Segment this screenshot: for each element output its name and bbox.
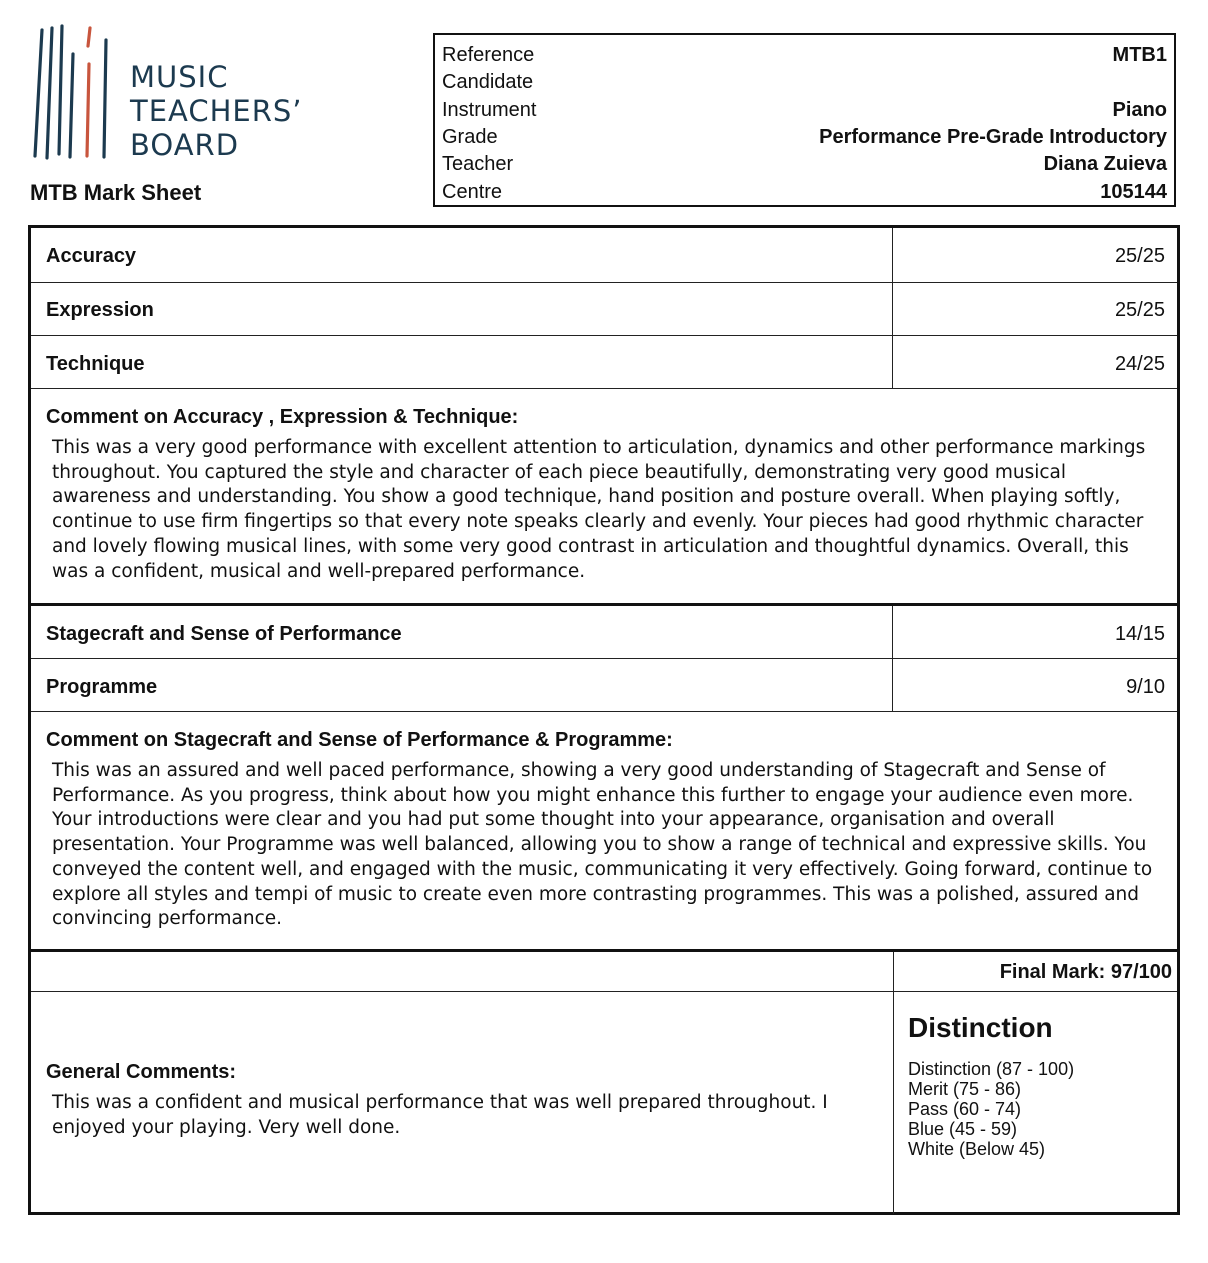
mark-row-programme bbox=[31, 659, 1177, 712]
comment-line: This was an assured and well paced performance, showing a very good understanding of Stagecraft and Sense of bbox=[52, 760, 1106, 781]
comment-line: This was a very good performance with excellent attention to articulation, dynamics and other performance markings bbox=[52, 437, 1146, 458]
logo-wordmark bbox=[130, 60, 303, 162]
comment-line: This was a confident and musical performance that was well prepared throughout. I bbox=[52, 1092, 828, 1113]
info-value: Performance Pre-Grade Introductory bbox=[819, 126, 1167, 149]
comment-line: presentation. Your Programme was well balanced, allowing you to show a range of technical and expressive skills. You bbox=[52, 834, 1147, 856]
mark-label: Expression bbox=[46, 299, 154, 321]
column-divider bbox=[893, 992, 894, 1214]
info-label: Instrument bbox=[442, 98, 537, 121]
logo-line-teachers: TEACHERS’ bbox=[130, 94, 303, 128]
logo-line-music: MUSIC bbox=[130, 60, 229, 94]
info-label: Candidate bbox=[442, 71, 534, 94]
candidate-info-box bbox=[433, 33, 1176, 207]
column-divider bbox=[892, 228, 893, 282]
mark-score: 14/15 bbox=[1114, 623, 1165, 645]
comment-line: conveyed the content well, and engaged with the music, communicating it very effectively. Going forward, continue to bbox=[52, 858, 1153, 880]
comment-text bbox=[52, 759, 1167, 932]
info-row-reference bbox=[442, 42, 1167, 69]
general-comments-title: General Comments: bbox=[46, 1061, 237, 1083]
mark-row-stagecraft bbox=[31, 606, 1177, 659]
mark-label: Stagecraft and Sense of Performance bbox=[46, 623, 402, 645]
logo-lines-icon bbox=[30, 24, 130, 164]
info-label: Grade bbox=[442, 126, 498, 149]
comment-title: Comment on Accuracy , Expression & Technique: bbox=[46, 406, 519, 428]
info-label: Centre bbox=[442, 180, 503, 203]
column-divider bbox=[892, 283, 893, 335]
final-mark: Final Mark: 97/100 bbox=[999, 961, 1172, 983]
info-label: Reference bbox=[442, 44, 535, 67]
mark-label: Accuracy bbox=[46, 245, 137, 267]
grade-band: White (Below 45) bbox=[908, 1139, 1046, 1159]
comment-line: Your introductions were clear and you had put some thought into your appearance, organisation and overall bbox=[52, 809, 1055, 831]
final-mark-row bbox=[31, 952, 1177, 992]
comment-line: and lovely flowing musical lines, with some very good contrast in articulation and thoughtful dynamics. Overall, this bbox=[52, 535, 1129, 557]
info-value: 105144 bbox=[1100, 180, 1167, 203]
mark-score: 25/25 bbox=[1114, 299, 1165, 321]
logo-line-board: BOARD bbox=[130, 128, 240, 162]
comment-line: was a confident, musical and well-prepared performance. bbox=[52, 560, 586, 582]
comment-line: Performance. As you progress, think about how you might enhance this further to engage your audience even more. bbox=[52, 784, 1134, 806]
mark-row-technique bbox=[31, 336, 1177, 389]
comment-text bbox=[52, 436, 1167, 584]
column-divider bbox=[892, 606, 893, 658]
info-row-candidate bbox=[442, 69, 1167, 96]
info-label: Teacher bbox=[442, 153, 514, 176]
comment-line: throughout. You captured the style and character of each piece beautifully, demonstrating very good musical bbox=[52, 461, 1067, 483]
mark-row-accuracy bbox=[31, 228, 1177, 283]
comment-line: awareness and understanding. You show a good technique, hand position and posture overall. When playing softly, bbox=[52, 486, 1121, 508]
grade-band: Distinction (87 - 100) bbox=[908, 1059, 1075, 1079]
comment-section-stagecraft bbox=[31, 712, 1177, 952]
comment-line: convincing performance. bbox=[52, 908, 283, 930]
column-divider bbox=[892, 659, 893, 711]
result-grade: Distinction bbox=[908, 1012, 1053, 1043]
info-row-instrument bbox=[442, 97, 1167, 124]
mark-label: Programme bbox=[46, 676, 158, 698]
comment-title: Comment on Stagecraft and Sense of Performance & Programme: bbox=[46, 729, 673, 751]
info-row-centre bbox=[442, 178, 1167, 205]
info-value: Piano bbox=[1112, 98, 1167, 121]
mark-table bbox=[28, 225, 1180, 1215]
mark-score: 24/25 bbox=[1114, 353, 1165, 375]
grade-band: Merit (75 - 86) bbox=[908, 1079, 1022, 1099]
info-row-teacher bbox=[442, 151, 1167, 178]
mtb-logo bbox=[30, 24, 320, 164]
mark-score: 25/25 bbox=[1114, 245, 1165, 267]
comment-line: enjoyed your playing. Very well done. bbox=[52, 1116, 401, 1138]
info-value: MTB1 bbox=[1112, 44, 1167, 67]
general-comments-section bbox=[31, 992, 1177, 1214]
column-divider bbox=[892, 336, 893, 388]
mark-score: 9/10 bbox=[1126, 676, 1165, 698]
info-row-grade bbox=[442, 124, 1167, 151]
sheet-title: MTB Mark Sheet bbox=[30, 180, 202, 205]
general-comments-text bbox=[52, 1091, 872, 1140]
comment-section-accuracy bbox=[31, 389, 1177, 606]
mark-row-expression bbox=[31, 283, 1177, 336]
mark-label: Technique bbox=[46, 353, 145, 375]
grade-band: Pass (60 - 74) bbox=[908, 1099, 1022, 1119]
info-value: Diana Zuieva bbox=[1043, 153, 1167, 176]
grade-band: Blue (45 - 59) bbox=[908, 1119, 1018, 1139]
comment-line: continue to use firm fingertips so that every note speaks clearly and evenly. Your pieces had good rhythmic character bbox=[52, 511, 1144, 533]
grade-bands bbox=[908, 1059, 1074, 1159]
comment-line: explore all styles and tempi of music to create even more contrasting programmes. This was a polished, assured and bbox=[52, 883, 1140, 905]
column-divider bbox=[893, 952, 894, 991]
